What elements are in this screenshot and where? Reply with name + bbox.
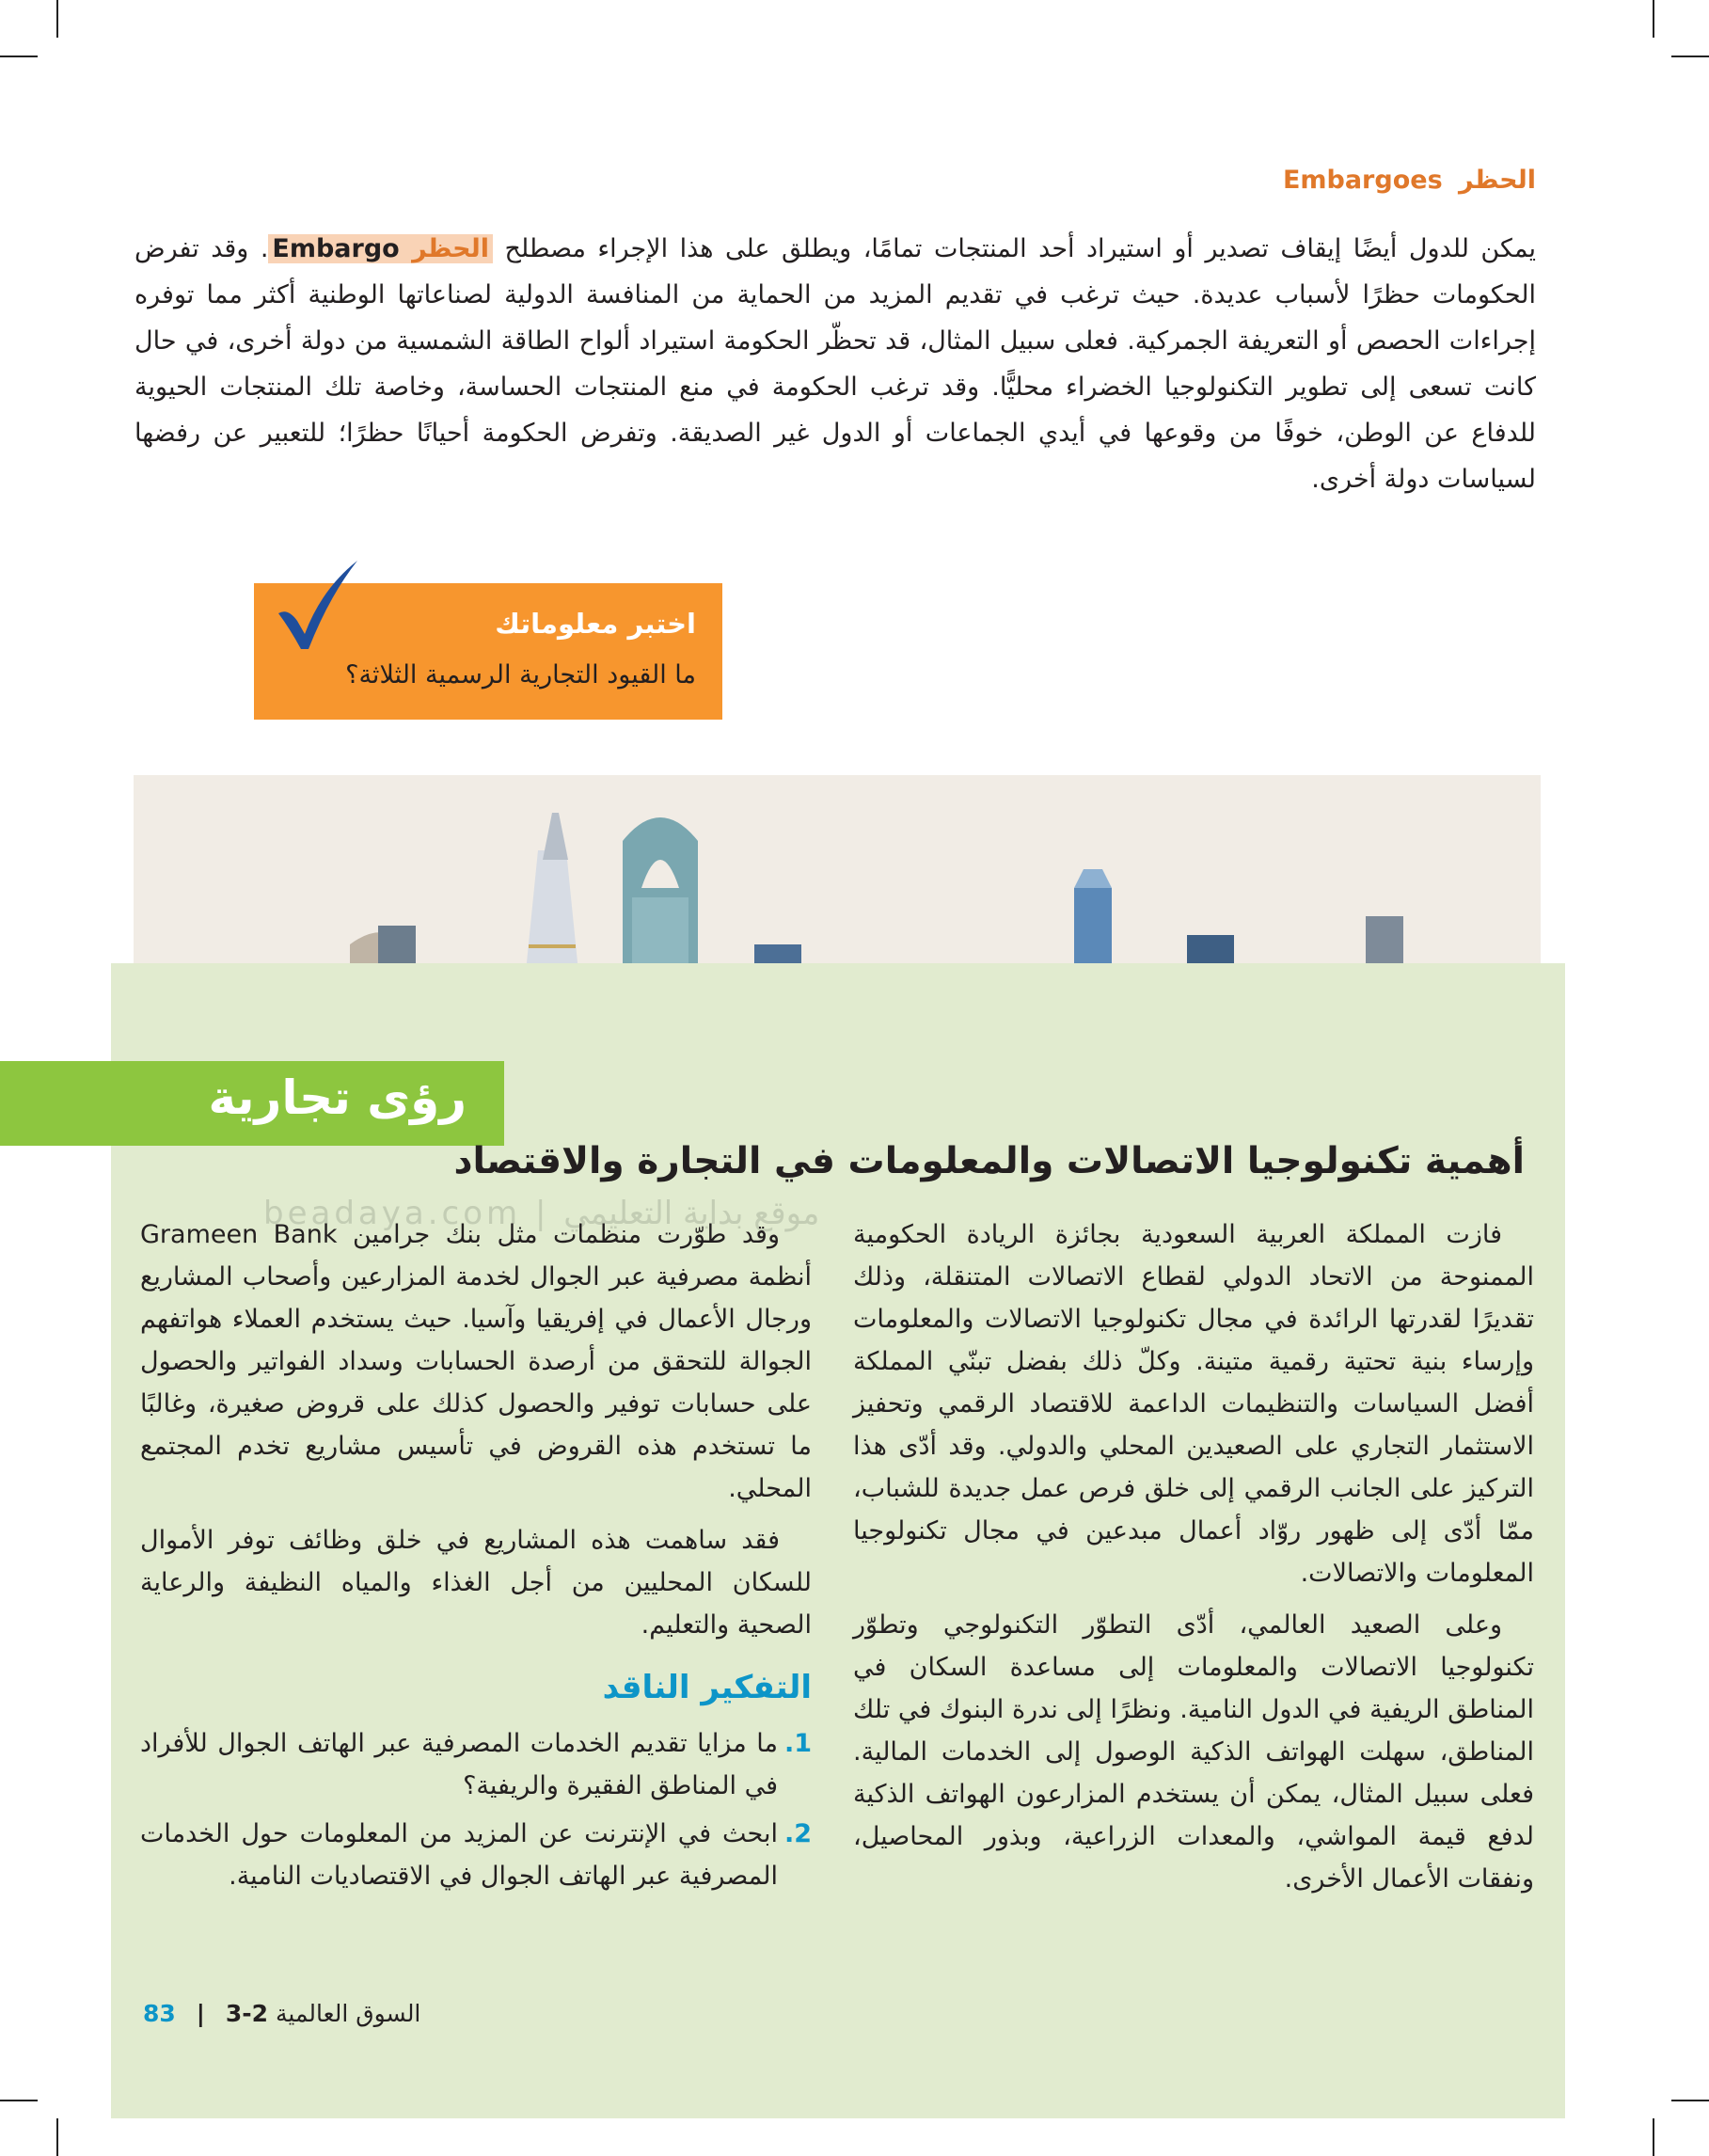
- crop-mark: [1653, 0, 1654, 38]
- question-text: ما مزايا تقديم الخدمات المصرفية عبر الهاتف الجوال للأفراد في المناطق الفقيرة والريفية؟: [140, 1729, 778, 1800]
- question-number: 1.: [783, 1729, 812, 1758]
- watermark: beadaya.com | موقع بداية التعليمي: [263, 1195, 820, 1232]
- crop-mark: [0, 55, 38, 57]
- check-knowledge-question: ما القيود التجارية الرسمية الثلاثة؟: [345, 660, 696, 690]
- question-text: ابحث في الإنترنت عن المزيد من المعلومات حول الخدمات المصرفية عبر الهاتف الجوال في الاقتصاديات النامية.: [140, 1819, 778, 1891]
- check-knowledge-title: اختبر معلوماتك: [495, 608, 696, 640]
- lesson-number: 2-3: [225, 2000, 269, 2027]
- crop-mark: [0, 2100, 38, 2101]
- article-text: أنظمة مصرفية عبر الجوال لخدمة المزارعين وأصحاب المشاريع ورجال الأعمال في إفريقيا وآسيا. حيث يستخدم العملاء هواتفهم الجوالة للتحقق من أرصدة الحسابات وسداد الفواتير والحصول على حسابات توفير والحصول كذلك على قروض صغيرة، وغالبًا ما تستخدم هذه القروض في تأسيس مشاريع تخدم المجتمع المحلي.: [140, 1262, 812, 1503]
- footer-separator: |: [196, 2000, 205, 2027]
- feature-tag-text: رؤى تجارية: [208, 1070, 467, 1125]
- page-footer: [143, 2000, 420, 2027]
- article-column-right: [853, 1213, 1534, 1910]
- key-term: [268, 234, 493, 263]
- question-item: [140, 1813, 812, 1897]
- question-number: 2.: [783, 1819, 812, 1848]
- check-knowledge-box: [254, 583, 722, 720]
- feature-tag: [0, 1061, 504, 1146]
- bank-name: Grameen Bank: [140, 1220, 338, 1249]
- question-item: [140, 1722, 812, 1807]
- section-title-ar: الحظر: [1459, 166, 1536, 195]
- key-term-ar: الحظر: [412, 234, 490, 263]
- article-paragraph: وعلى الصعيد العالمي، أدّى التطوّر التكنولوجي وتطوّر تكنولوجيا الاتصالات والمعلومات إلى مساعدة السكان في المناطق الريفية في الدول النامية. ونظرًا إلى ندرة البنوك في تلك المناطق، سهلت الهواتف الذكية الوصول إلى الخدمات المالية. فعلى سبيل المثال، يمكن أن يستخدم المزارعون الهواتف الذكية لدفع قيمة المواشي، والمعدات الزراعية، وبذور المحاصيل، ونفقات الأعمال الأخرى.: [853, 1610, 1534, 1894]
- crop-mark: [56, 0, 58, 38]
- article-text: وقد طوّرت منظمات مثل بنك جرامين: [337, 1220, 780, 1249]
- crop-mark: [1671, 55, 1709, 57]
- article-paragraph: فازت المملكة العربية السعودية بجائزة الريادة الحكومية الممنوحة من الاتحاد الدولي لقطاع الاتصالات المتنقلة، وذلك تقديرًا لقدرتها الرائدة في مجال تكنولوجيا الاتصالات والمعلومات وإرساء بنية تحتية رقمية متينة. وكلّ ذلك بفضل تبنّي المملكة أفضل السياسات والتنظيمات الداعمة للاقتصاد الرقمي وتحفيز الاستثمار التجاري على الصعيدين المحلي والدولي. وقد أدّى هذا التركيز على الجانب الرقمي إلى خلق فرص عمل جديدة للشباب، ممّا أدّى إلى ظهور روّاد أعمال مبدعين في مجال تكنولوجيا المعلومات والاتصالات.: [853, 1220, 1534, 1588]
- article-paragraph: فقد ساهمت هذه المشاريع في خلق وظائف توفر الأموال للسكان المحليين من أجل الغذاء والمياه النظيفة والرعاية الصحية والتعليم.: [140, 1526, 812, 1640]
- chapter-name: السوق العالمية: [276, 2000, 421, 2027]
- section-title-en: Embargoes: [1282, 166, 1443, 195]
- article-paragraph: [140, 1213, 812, 1510]
- section-title: [1283, 166, 1536, 195]
- article-title: أهمية تكنولوجيا الاتصالات والمعلومات في التجارة والاقتصاد: [453, 1140, 1525, 1182]
- embargo-text-2: . وقد تفرض الحكومات حظرًا لأسباب عديدة. حيث ترغب في تقديم المزيد من الحماية من المنافسة الدولية لصناعاتها الوطنية أكثر مما توفره إجراءات الحصص أو التعريفة الجمركية. فعلى سبيل المثال، قد تحظّر الحكومة استيراد ألواح الطاقة الشمسية من دولة أخرى، في حال كانت تسعى إلى تطوير التكنولوجيا الخضراء محليًّا. وقد ترغب الحكومة في منع المنتجات الحساسة، وخاصة تلك المنتجات الحيوية للدفاع عن الوطن، خوفًا من وقوعها في أيدي الجماعات أو الدول غير الصديقة. وتفرض الحكومة أحيانًا حظرًا؛ للتعبير عن رفضها لسياسات دولة أخرى.: [135, 234, 1536, 494]
- critical-thinking-heading: التفكير الناقد: [602, 1669, 812, 1706]
- article-column-left: [140, 1213, 812, 1903]
- embargo-text-1: يمكن للدول أيضًا إيقاف تصدير أو استيراد أحد المنتجات تمامًا، ويطلق على هذا الإجراء مصطلح: [493, 234, 1536, 263]
- key-term-en: Embargo: [272, 234, 400, 263]
- checkmark-icon: [273, 555, 363, 653]
- page-number: 83: [143, 2000, 176, 2027]
- crop-mark: [56, 2118, 58, 2156]
- questions-list: [140, 1722, 812, 1897]
- crop-mark: [1653, 2118, 1654, 2156]
- embargo-paragraph: [135, 226, 1536, 502]
- crop-mark: [1671, 2100, 1709, 2101]
